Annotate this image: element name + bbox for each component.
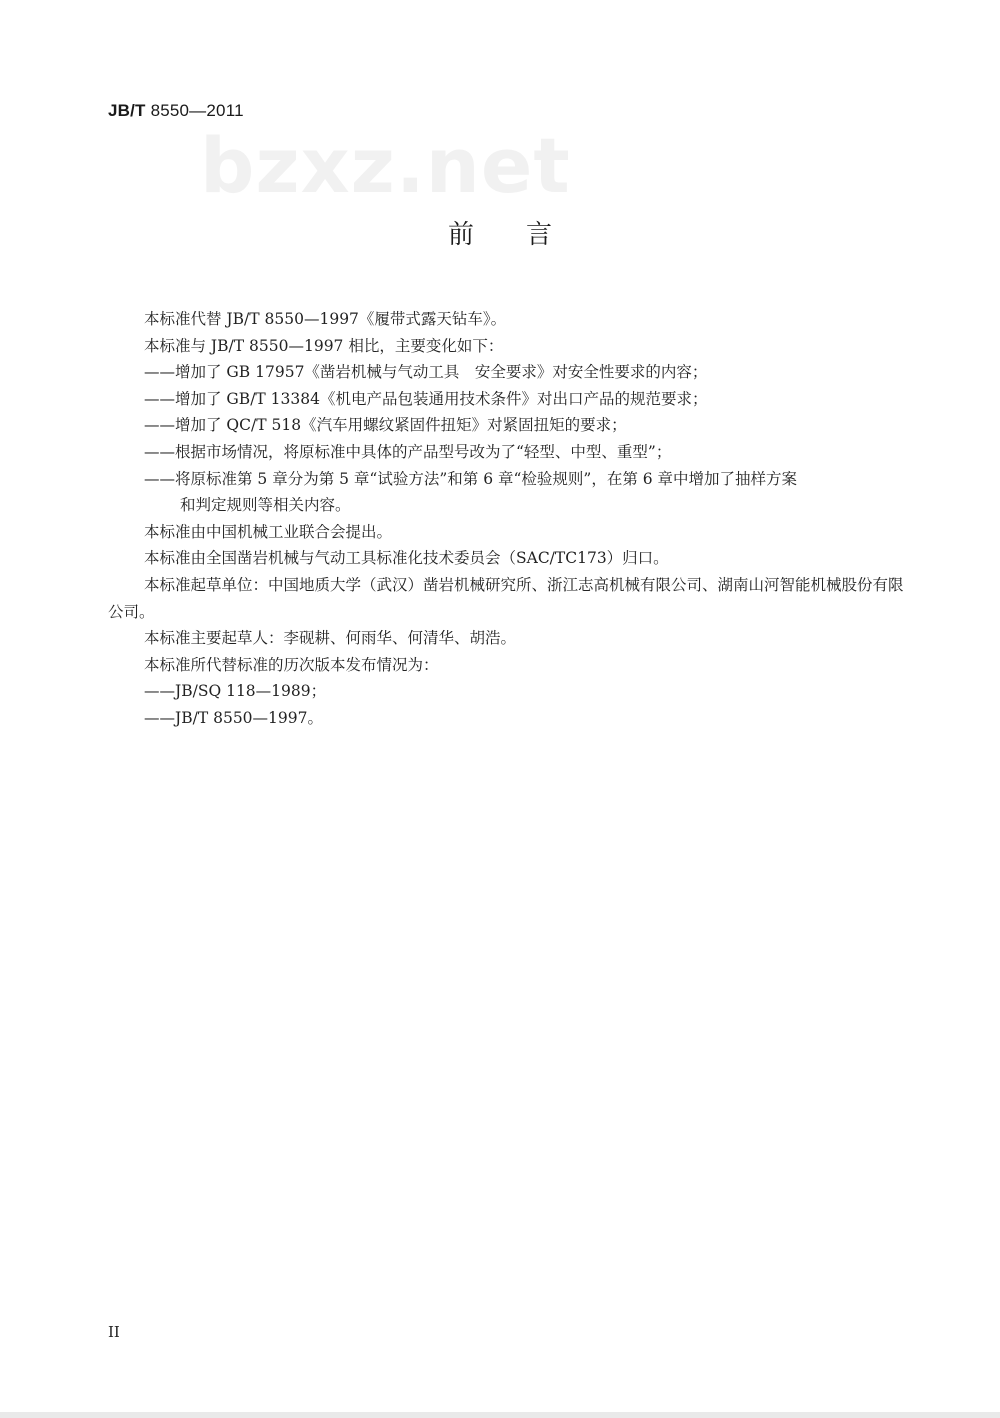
paragraph-changes-intro: 本标准与 JB/T 8550—1997 相比，主要变化如下： xyxy=(144,336,504,355)
history-item-2: ——JB/T 8550—1997。 xyxy=(144,708,323,727)
title-char-2: 言 xyxy=(526,220,553,250)
foreword-body xyxy=(108,306,908,732)
paragraph-replaces: 本标准代替 JB/T 8550—1997《履带式露天钻车》。 xyxy=(144,310,507,328)
watermark: bzxz.net xyxy=(200,121,571,210)
change-item-5: ——将原标准第 5 章分为第 5 章“试验方法”和第 6 章“检验规则”，在第 6 章中增加了抽样方案 xyxy=(144,469,798,488)
paragraph-proposed-by: 本标准由中国机械工业联合会提出。 xyxy=(144,522,393,541)
paragraph-drafters: 本标准主要起草人：李砚耕、何雨华、何清华、胡浩。 xyxy=(144,629,517,648)
paragraph-drafting-units: 本标准起草单位：中国地质大学（武汉）凿岩机械研究所、浙江志高机械有限公司、湖南山河智能机械股份有限公司。 xyxy=(108,575,904,621)
change-item-4: ——根据市场情况，将原标准中具体的产品型号改为了“轻型、中型、重型”； xyxy=(144,442,672,461)
standard-code xyxy=(108,101,244,121)
change-item-5-continued: 和判定规则等相关内容。 xyxy=(180,496,351,515)
paragraph-history-intro: 本标准所代替标准的历次版本发布情况为： xyxy=(144,655,439,674)
standard-number: 8550—2011 xyxy=(145,101,244,120)
title-char-1: 前 xyxy=(447,220,474,250)
page-number: II xyxy=(108,1323,120,1341)
page-title xyxy=(0,214,1000,251)
change-item-3: ——增加了 QC/T 518《汽车用螺纹紧固件扭矩》对紧固扭矩的要求； xyxy=(144,416,627,435)
change-item-2: ——增加了 GB/T 13384《机电产品包装通用技术条件》对出口产品的规范要求； xyxy=(144,389,708,408)
paragraph-administered-by: 本标准由全国凿岩机械与气动工具标准化技术委员会（SAC/TC173）归口。 xyxy=(144,549,669,568)
page-edge-shadow xyxy=(0,1412,1000,1418)
change-item-1: ——增加了 GB 17957《凿岩机械与气动工具 安全要求》对安全性要求的内容； xyxy=(144,363,708,382)
standard-prefix: JB/T xyxy=(108,101,146,120)
history-item-1: ——JB/SQ 118—1989； xyxy=(144,682,327,701)
